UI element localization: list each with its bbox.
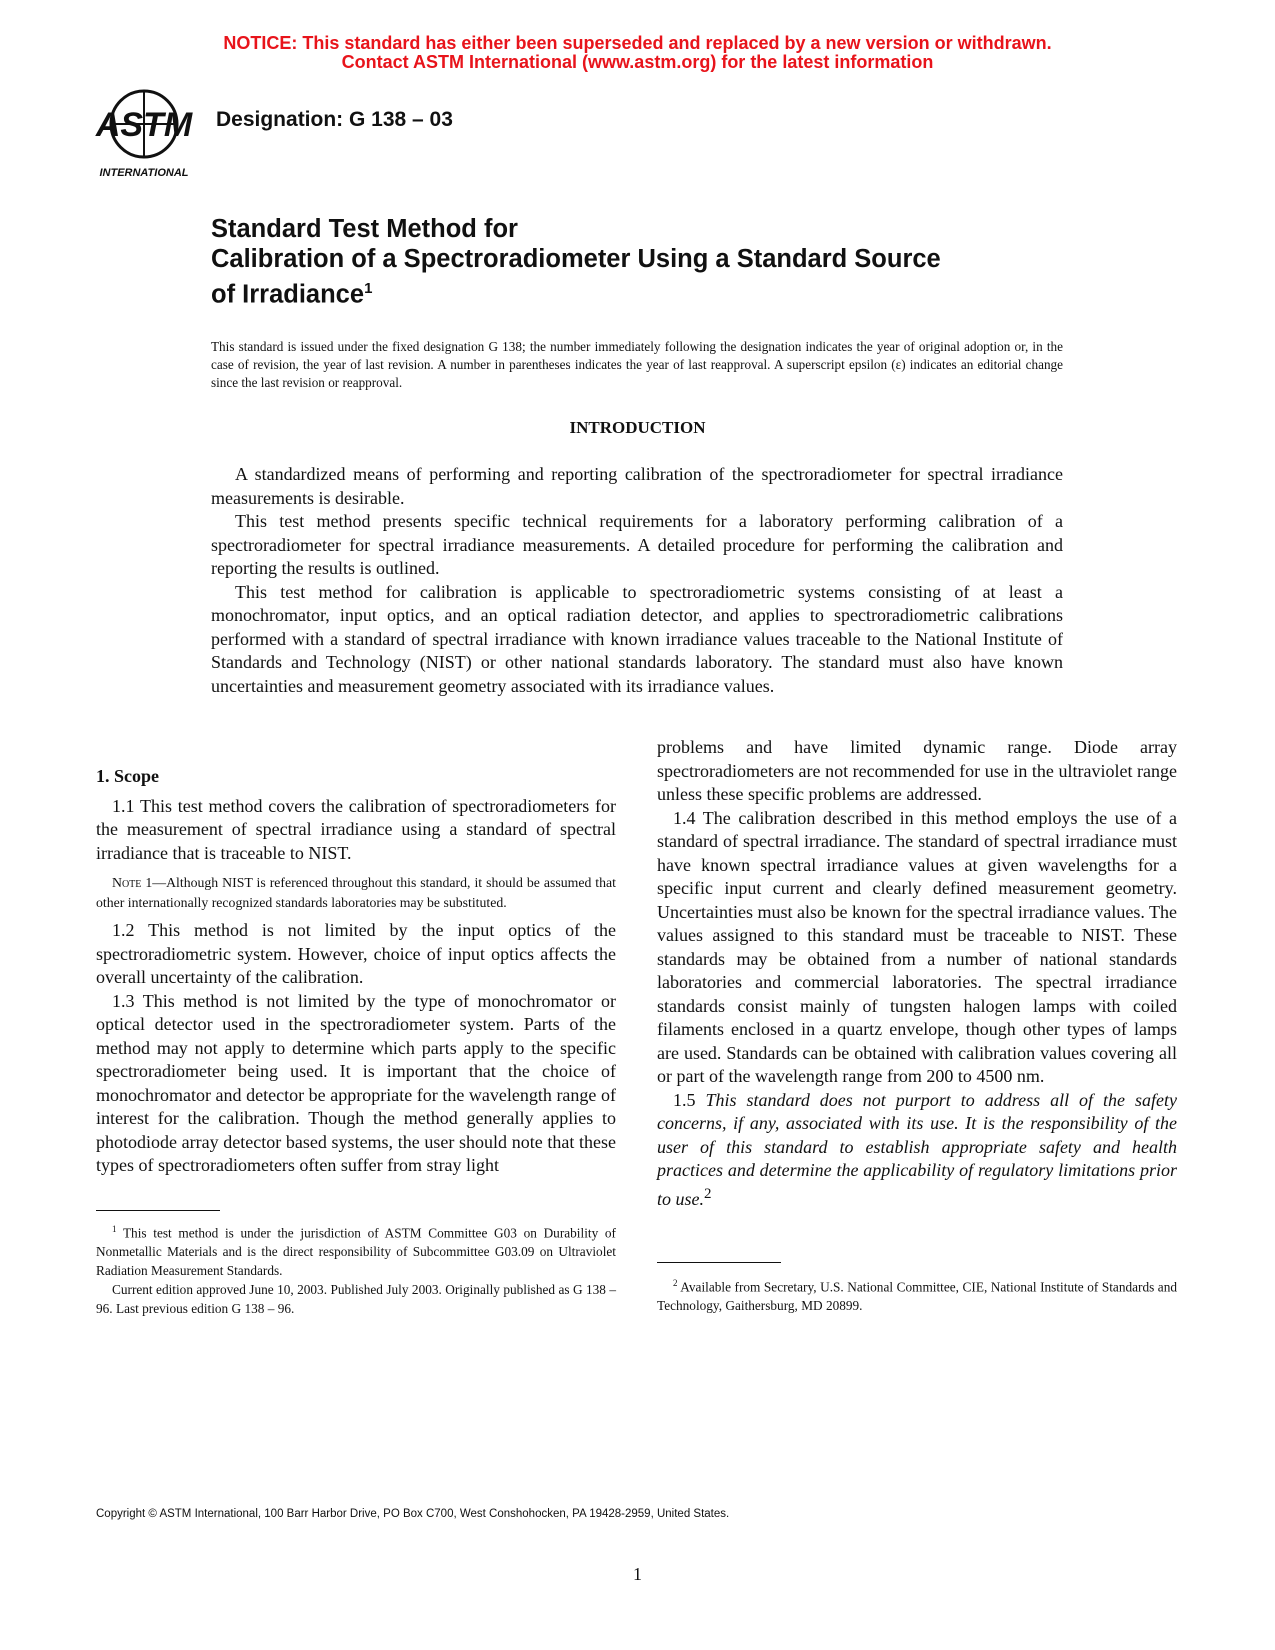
footnote-1-mark: 1 xyxy=(112,1224,117,1234)
title-line-3: of Irradiance xyxy=(211,280,365,309)
footnote-1-text: This test method is under the jurisdiction of ASTM Committee G03 on Durability of Nonmetallic Materials and is the direct responsibility of Subcommittee G03.09 on Ultraviolet Radiation Measurement Standards. xyxy=(96,1225,616,1279)
notice-line-2: Contact ASTM International (www.astm.org) for the latest information xyxy=(341,52,934,72)
introduction-heading: INTRODUCTION xyxy=(569,418,706,437)
note-1 xyxy=(96,873,616,913)
paragraph-1-5-number: 1.5 xyxy=(673,1089,696,1110)
left-column xyxy=(96,765,616,1178)
title-footnote-ref: 1 xyxy=(364,280,373,297)
superseded-notice xyxy=(0,34,1275,72)
paragraph-1-1: 1.1 This test method covers the calibration of spectroradiometers for the measurement of spectral irradiance using a standard of spectral irradiance that is traceable to NIST. xyxy=(96,795,616,863)
page-number: 1 xyxy=(633,1564,642,1584)
intro-paragraph: A standardized means of performing and reporting calibration of the spectroradiometer for spectral irradiance measurements is desirable. xyxy=(211,464,1063,508)
safety-statement: This standard does not purport to address all of the safety concerns, if any, associated with its use. It is the responsibility of the user of this standard to establish appropriate safety and health practices and determine the applicability of regulatory limitations prior to use. xyxy=(657,1089,1177,1209)
notice-line-1: NOTICE: This standard has either been superseded and replaced by a new version or withdrawn. xyxy=(223,33,1052,53)
footnote-divider xyxy=(96,1210,220,1211)
right-column xyxy=(657,736,1177,1211)
note-1-label: Note 1 xyxy=(112,875,153,890)
document-title xyxy=(211,214,1111,310)
issuance-note: This standard is issued under the fixed designation G 138; the number immediately following the designation indicates the year of original adoption or, in the case of revision, the year of last revision. A number in parentheses indicates the year of last reapproval. A superscript epsilon (ε) indicates an editorial change since the last revision or reapproval. xyxy=(211,339,1063,390)
footnote-1-edition: Current edition approved June 10, 2003. Published July 2003. Originally published as G 138 – 96. Last previous edition G 138 – 96. xyxy=(96,1282,616,1317)
footnote-2 xyxy=(657,1274,1177,1315)
paragraph-1-5 xyxy=(657,1089,1177,1212)
paragraph-1-3: 1.3 This method is not limited by the type of monochromator or optical detector used in the spectroradiometer system. Parts of the method may not apply to determine which parts apply to the specific spectroradiometer being used. It is important that the choice of monochromator and detector be appropriate for the wavelength range of interest for the calibration. Though the method generally applies to photodiode array detector based systems, the user should note that these types of spectroradiometers often suffer from stray light xyxy=(96,990,616,1175)
paragraph-1-2: 1.2 This method is not limited by the input optics of the spectroradiometric system. However, choice of input optics affects the overall uncertainty of the calibration. xyxy=(96,920,616,987)
title-line-2: Calibration of a Spectroradiometer Using a Standard Source xyxy=(211,245,941,273)
intro-paragraph: This test method for calibration is applicable to spectroradiometric systems consisting of at least a monochromator, input optics, and an optical radiation detector, and applies to spectroradiometric calibrations performed with a standard of spectral irradiance with known irradiance values traceable to the National Institute of Standards and Technology (NIST) or other national standards laboratory. The standard must also have known uncertainties and measurement geometry associated with its irradiance values. xyxy=(211,581,1063,696)
footnote-2-text: Available from Secretary, U.S. National Committee, CIE, National Institute of Standards and Technology, Gaithersburg, MD 20899. xyxy=(657,1279,1177,1314)
footnote-divider xyxy=(657,1262,781,1263)
section-heading-scope: 1. Scope xyxy=(96,766,159,786)
title-line-1: Standard Test Method for xyxy=(211,215,518,243)
copyright-line: Copyright © ASTM International, 100 Barr Harbor Drive, PO Box C700, West Conshohocken, PA 19428-2959, United States. xyxy=(96,1508,730,1520)
footnote-2-mark: 2 xyxy=(673,1278,678,1288)
paragraph-1-4: 1.4 The calibration described in this method employs the use of a standard of spectral irradiance. The standard of spectral irradiance must have known spectral irradiance values at given wavelengths for a specific input current and clearly defined measurement geometry. Uncertainties must also be known for the spectral irradiance values. The values assigned to this standard must be traceable to NIST. These standards may be obtained from a number of national standards laboratories and commercial laboratories. The spectral irradiance standards consist mainly of tungsten halogen lamps with coiled filaments enclosed in a quartz envelope, though other types of lamps are used. Standards can be obtained with calibration values covering all or part of the wavelength range from 200 to 4500 nm. xyxy=(657,807,1177,1086)
footnote-ref-2: 2 xyxy=(704,1185,712,1202)
footnote-1 xyxy=(96,1220,616,1318)
designation: Designation: G 138 – 03 xyxy=(216,108,453,131)
paragraph-1-3-continued: problems and have limited dynamic range. Diode array spectroradiometers are not recommended for use in the ultraviolet range unless these specific problems are addressed. xyxy=(657,737,1177,804)
introduction-body xyxy=(211,463,1063,698)
logo-subtitle: INTERNATIONAL xyxy=(99,167,189,179)
astm-international-logo xyxy=(92,84,198,182)
logo-wordmark: ASTM xyxy=(95,106,193,144)
note-1-text: —Although NIST is referenced throughout this standard, it should be assumed that other internationally recognized standards laboratories may be substituted. xyxy=(96,875,616,910)
intro-paragraph: This test method presents specific technical requirements for a laboratory performing calibration of a spectroradiometer for spectral irradiance measurements. A detailed procedure for performing the calibration and reporting the results is outlined. xyxy=(211,511,1063,578)
